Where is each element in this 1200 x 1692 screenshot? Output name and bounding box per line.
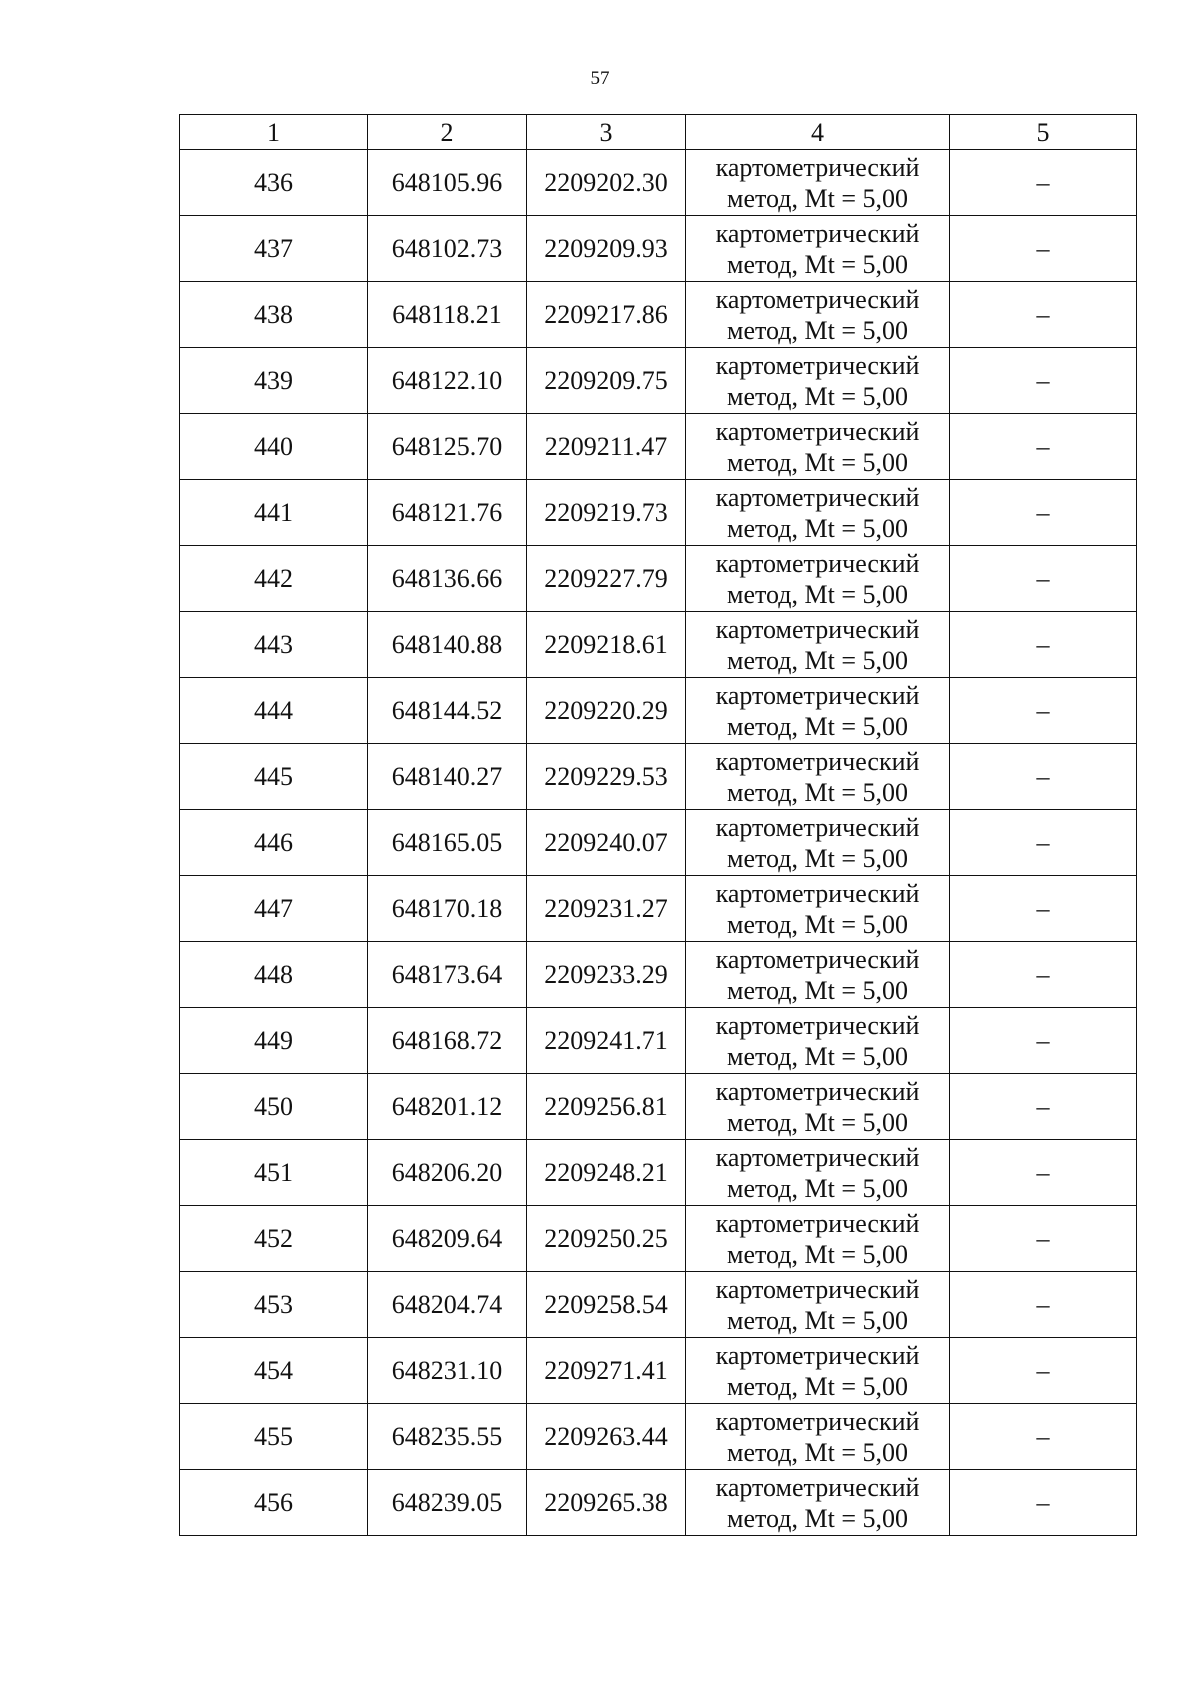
x-coordinate-cell: 648235.55 [368, 1404, 527, 1470]
coordinates-table-body [180, 115, 1137, 1536]
x-coordinate-cell: 648105.96 [368, 150, 527, 216]
table-row [180, 612, 1137, 678]
method-cell [686, 1404, 950, 1470]
method-cell [686, 414, 950, 480]
point-number-cell: 455 [180, 1404, 368, 1470]
x-coordinate-cell: 648140.27 [368, 744, 527, 810]
method-line-2: метод, Mt = 5,00 [727, 513, 908, 543]
table-row [180, 480, 1137, 546]
y-coordinate-cell: 2209220.29 [527, 678, 686, 744]
x-coordinate-cell: 648204.74 [368, 1272, 527, 1338]
y-coordinate-cell: 2209229.53 [527, 744, 686, 810]
method-cell [686, 678, 950, 744]
y-coordinate-cell: 2209258.54 [527, 1272, 686, 1338]
note-cell: – [950, 1272, 1137, 1338]
x-coordinate-cell: 648239.05 [368, 1470, 527, 1536]
column-header: 4 [686, 115, 950, 150]
method-line-2: метод, Mt = 5,00 [727, 843, 908, 873]
method-line-1: картометрический [715, 416, 920, 446]
method-line-2: метод, Mt = 5,00 [727, 1107, 908, 1137]
method-line-1: картометрический [715, 482, 920, 512]
column-header: 5 [950, 115, 1137, 150]
method-line-1: картометрический [715, 1076, 920, 1106]
note-cell: – [950, 1206, 1137, 1272]
point-number-cell: 451 [180, 1140, 368, 1206]
method-line-2: метод, Mt = 5,00 [727, 1173, 908, 1203]
y-coordinate-cell: 2209271.41 [527, 1338, 686, 1404]
method-line-1: картометрический [715, 614, 920, 644]
x-coordinate-cell: 648201.12 [368, 1074, 527, 1140]
table-row [180, 414, 1137, 480]
y-coordinate-cell: 2209256.81 [527, 1074, 686, 1140]
note-cell: – [950, 1074, 1137, 1140]
point-number-cell: 450 [180, 1074, 368, 1140]
x-coordinate-cell: 648136.66 [368, 546, 527, 612]
method-line-1: картометрический [715, 1010, 920, 1040]
point-number-cell: 448 [180, 942, 368, 1008]
method-cell [686, 1074, 950, 1140]
note-cell: – [950, 1008, 1137, 1074]
method-cell [686, 546, 950, 612]
method-line-1: картометрический [715, 1340, 920, 1370]
x-coordinate-cell: 648165.05 [368, 810, 527, 876]
table-row [180, 1338, 1137, 1404]
y-coordinate-cell: 2209227.79 [527, 546, 686, 612]
point-number-cell: 456 [180, 1470, 368, 1536]
method-cell [686, 150, 950, 216]
method-cell [686, 1206, 950, 1272]
x-coordinate-cell: 648140.88 [368, 612, 527, 678]
table-row [180, 216, 1137, 282]
method-line-2: метод, Mt = 5,00 [727, 447, 908, 477]
method-cell [686, 1008, 950, 1074]
point-number-cell: 444 [180, 678, 368, 744]
x-coordinate-cell: 648170.18 [368, 876, 527, 942]
table-row [180, 744, 1137, 810]
method-line-2: метод, Mt = 5,00 [727, 381, 908, 411]
table-row [180, 942, 1137, 1008]
y-coordinate-cell: 2209241.71 [527, 1008, 686, 1074]
x-coordinate-cell: 648121.76 [368, 480, 527, 546]
method-line-2: метод, Mt = 5,00 [727, 1503, 908, 1533]
y-coordinate-cell: 2209217.86 [527, 282, 686, 348]
note-cell: – [950, 1140, 1137, 1206]
table-row [180, 678, 1137, 744]
x-coordinate-cell: 648144.52 [368, 678, 527, 744]
x-coordinate-cell: 648206.20 [368, 1140, 527, 1206]
point-number-cell: 446 [180, 810, 368, 876]
note-cell: – [950, 1470, 1137, 1536]
note-cell: – [950, 216, 1137, 282]
method-line-1: картометрический [715, 350, 920, 380]
y-coordinate-cell: 2209209.93 [527, 216, 686, 282]
method-line-2: метод, Mt = 5,00 [727, 975, 908, 1005]
method-line-2: метод, Mt = 5,00 [727, 1305, 908, 1335]
y-coordinate-cell: 2209240.07 [527, 810, 686, 876]
x-coordinate-cell: 648173.64 [368, 942, 527, 1008]
note-cell: – [950, 348, 1137, 414]
note-cell: – [950, 1338, 1137, 1404]
method-line-1: картометрический [715, 1406, 920, 1436]
note-cell: – [950, 414, 1137, 480]
method-line-1: картометрический [715, 1142, 920, 1172]
y-coordinate-cell: 2209248.21 [527, 1140, 686, 1206]
table-row [180, 348, 1137, 414]
y-coordinate-cell: 2209218.61 [527, 612, 686, 678]
x-coordinate-cell: 648118.21 [368, 282, 527, 348]
table-row [180, 1272, 1137, 1338]
table-row [180, 810, 1137, 876]
method-line-2: метод, Mt = 5,00 [727, 249, 908, 279]
y-coordinate-cell: 2209209.75 [527, 348, 686, 414]
note-cell: – [950, 282, 1137, 348]
note-cell: – [950, 480, 1137, 546]
note-cell: – [950, 150, 1137, 216]
method-line-2: метод, Mt = 5,00 [727, 777, 908, 807]
point-number-cell: 447 [180, 876, 368, 942]
method-line-2: метод, Mt = 5,00 [727, 711, 908, 741]
note-cell: – [950, 876, 1137, 942]
method-cell [686, 810, 950, 876]
y-coordinate-cell: 2209202.30 [527, 150, 686, 216]
method-cell [686, 1338, 950, 1404]
method-line-1: картометрический [715, 1472, 920, 1502]
note-cell: – [950, 810, 1137, 876]
x-coordinate-cell: 648231.10 [368, 1338, 527, 1404]
method-line-2: метод, Mt = 5,00 [727, 1041, 908, 1071]
x-coordinate-cell: 648125.70 [368, 414, 527, 480]
method-line-1: картометрический [715, 1274, 920, 1304]
method-cell [686, 348, 950, 414]
table-row [180, 1404, 1137, 1470]
method-line-1: картометрический [715, 548, 920, 578]
y-coordinate-cell: 2209250.25 [527, 1206, 686, 1272]
point-number-cell: 449 [180, 1008, 368, 1074]
method-cell [686, 876, 950, 942]
y-coordinate-cell: 2209263.44 [527, 1404, 686, 1470]
column-header: 1 [180, 115, 368, 150]
method-line-2: метод, Mt = 5,00 [727, 909, 908, 939]
y-coordinate-cell: 2209265.38 [527, 1470, 686, 1536]
method-line-2: метод, Mt = 5,00 [727, 1437, 908, 1467]
method-line-2: метод, Mt = 5,00 [727, 1239, 908, 1269]
table-row [180, 1008, 1137, 1074]
column-header: 3 [527, 115, 686, 150]
method-line-2: метод, Mt = 5,00 [727, 645, 908, 675]
note-cell: – [950, 612, 1137, 678]
x-coordinate-cell: 648102.73 [368, 216, 527, 282]
point-number-cell: 442 [180, 546, 368, 612]
method-line-1: картометрический [715, 878, 920, 908]
table-row [180, 546, 1137, 612]
table-header-row [180, 115, 1137, 150]
point-number-cell: 436 [180, 150, 368, 216]
note-cell: – [950, 1404, 1137, 1470]
method-line-1: картометрический [715, 284, 920, 314]
note-cell: – [950, 546, 1137, 612]
x-coordinate-cell: 648122.10 [368, 348, 527, 414]
point-number-cell: 441 [180, 480, 368, 546]
method-line-2: метод, Mt = 5,00 [727, 1371, 908, 1401]
method-cell [686, 1272, 950, 1338]
point-number-cell: 437 [180, 216, 368, 282]
method-cell [686, 1470, 950, 1536]
note-cell: – [950, 744, 1137, 810]
method-cell [686, 216, 950, 282]
point-number-cell: 453 [180, 1272, 368, 1338]
table-row [180, 282, 1137, 348]
column-header: 2 [368, 115, 527, 150]
method-line-1: картометрический [715, 1208, 920, 1238]
method-line-1: картометрический [715, 812, 920, 842]
method-line-1: картометрический [715, 218, 920, 248]
table-row [180, 150, 1137, 216]
method-line-2: метод, Mt = 5,00 [727, 183, 908, 213]
method-line-2: метод, Mt = 5,00 [727, 315, 908, 345]
method-cell [686, 1140, 950, 1206]
note-cell: – [950, 678, 1137, 744]
y-coordinate-cell: 2209233.29 [527, 942, 686, 1008]
x-coordinate-cell: 648209.64 [368, 1206, 527, 1272]
method-cell [686, 942, 950, 1008]
point-number-cell: 438 [180, 282, 368, 348]
table-row [180, 1470, 1137, 1536]
method-line-1: картометрический [715, 746, 920, 776]
y-coordinate-cell: 2209219.73 [527, 480, 686, 546]
method-cell [686, 744, 950, 810]
point-number-cell: 443 [180, 612, 368, 678]
table-row [180, 1074, 1137, 1140]
point-number-cell: 445 [180, 744, 368, 810]
point-number-cell: 452 [180, 1206, 368, 1272]
point-number-cell: 440 [180, 414, 368, 480]
method-line-1: картометрический [715, 680, 920, 710]
x-coordinate-cell: 648168.72 [368, 1008, 527, 1074]
coordinates-table [179, 114, 1137, 1536]
method-line-2: метод, Mt = 5,00 [727, 579, 908, 609]
method-line-1: картометрический [715, 944, 920, 974]
method-cell [686, 480, 950, 546]
table-row [180, 876, 1137, 942]
point-number-cell: 454 [180, 1338, 368, 1404]
method-cell [686, 282, 950, 348]
table-row [180, 1206, 1137, 1272]
method-line-1: картометрический [715, 152, 920, 182]
table-row [180, 1140, 1137, 1206]
method-cell [686, 612, 950, 678]
note-cell: – [950, 942, 1137, 1008]
y-coordinate-cell: 2209211.47 [527, 414, 686, 480]
y-coordinate-cell: 2209231.27 [527, 876, 686, 942]
point-number-cell: 439 [180, 348, 368, 414]
page-number: 57 [590, 68, 610, 89]
